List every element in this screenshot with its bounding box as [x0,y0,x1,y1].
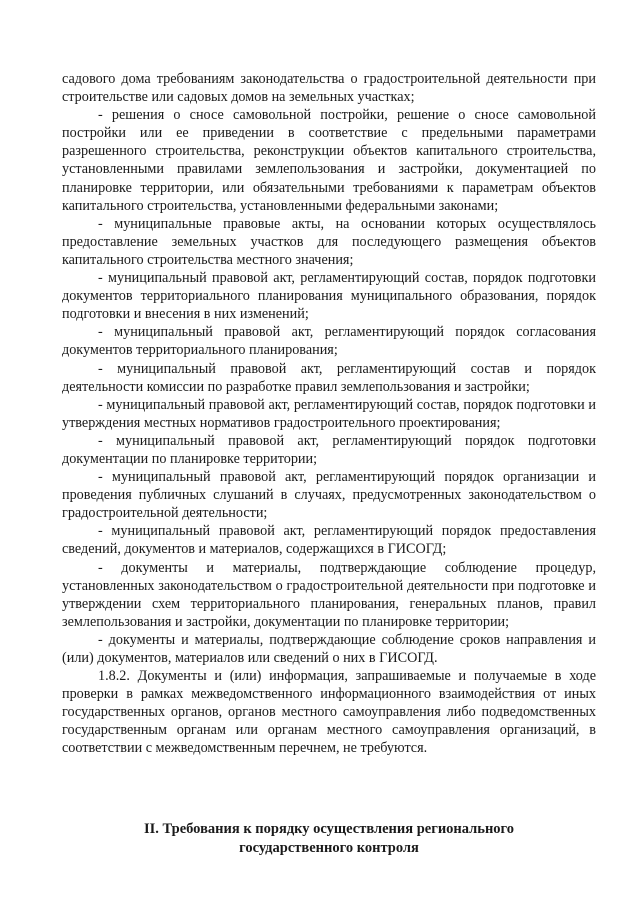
paragraph-5: - муниципальный правовой акт, регламентирующий порядок согласования документов территориального планирования; [62,324,596,359]
paragraph-6: - муниципальный правовой акт, регламентирующий состав и порядок деятельности комиссии по разработке правил землепользования и застройки; [62,360,596,395]
section-heading [62,820,596,857]
paragraph-1: садового дома требованиям законодательства о градостроительной деятельности при строительстве или садовых домов на земельных участках; [62,71,596,106]
paragraph-9: - муниципальный правовой акт, регламентирующий порядок организации и проведения публичных слушаний в случаях, предусмотренных законодательством о градостроительной деятельности; [62,469,596,522]
document-body [62,70,596,758]
paragraph-13: 1.8.2. Документы и (или) информация, запрашиваемые и получаемые в ходе проверки в рамках межведомственного информационного взаимодействия от иных государственных органов, органов местного самоуправления либо подведомственных государственным органам или органам местного самоуправления организаций, в соответствии с межведомственным перечнем, не требуются. [62,668,596,757]
section-heading-line-2: государственного контроля [239,839,419,856]
paragraph-3: - муниципальные правовые акты, на основании которых осуществлялось предоставление земельных участков для последующего размещения объектов капитального строительства местного значения; [62,215,596,268]
paragraph-11: - документы и материалы, подтверждающие соблюдение процедур, установленных законодательством о градостроительной деятельности при подготовке и утверждении схем территориального планирования, генеральных планов, правил землепользования и застройки, документации по планировке территории; [62,559,596,630]
paragraph-8: - муниципальный правовой акт, регламентирующий порядок подготовки документации по планировке территории; [62,432,596,467]
paragraph-4: - муниципальный правовой акт, регламентирующий состав, порядок подготовки документов территориального планирования муниципального образования, порядок подготовки и внесения в них изменений; [62,270,596,323]
paragraph-10: - муниципальный правовой акт, регламентирующий порядок предоставления сведений, документов и материалов, содержащихся в ГИСОГД; [62,523,596,558]
section-heading-line-1: II. Требования к порядку осуществления регионального [143,821,515,837]
paragraph-2: - решения о сносе самовольной постройки, решение о сносе самовольной постройки или ее приведении в соответствие с предельными параметрами разрешенного строительства, реконструкции объектов капитального строительства, установленными правилами землепользования и застройки, документацией по планировке территории, или обязательными требованиями к параметрам объектов капитального строительства, установленными федеральными законами; [62,107,596,214]
paragraph-7: - муниципальный правовой акт, регламентирующий состав, порядок подготовки и утверждения местных нормативов градостроительного проектирования; [62,396,596,431]
paragraph-12: - документы и материалы, подтверждающие соблюдение сроков направления и (или) документов, материалов или сведений о них в ГИСОГД. [62,631,596,666]
